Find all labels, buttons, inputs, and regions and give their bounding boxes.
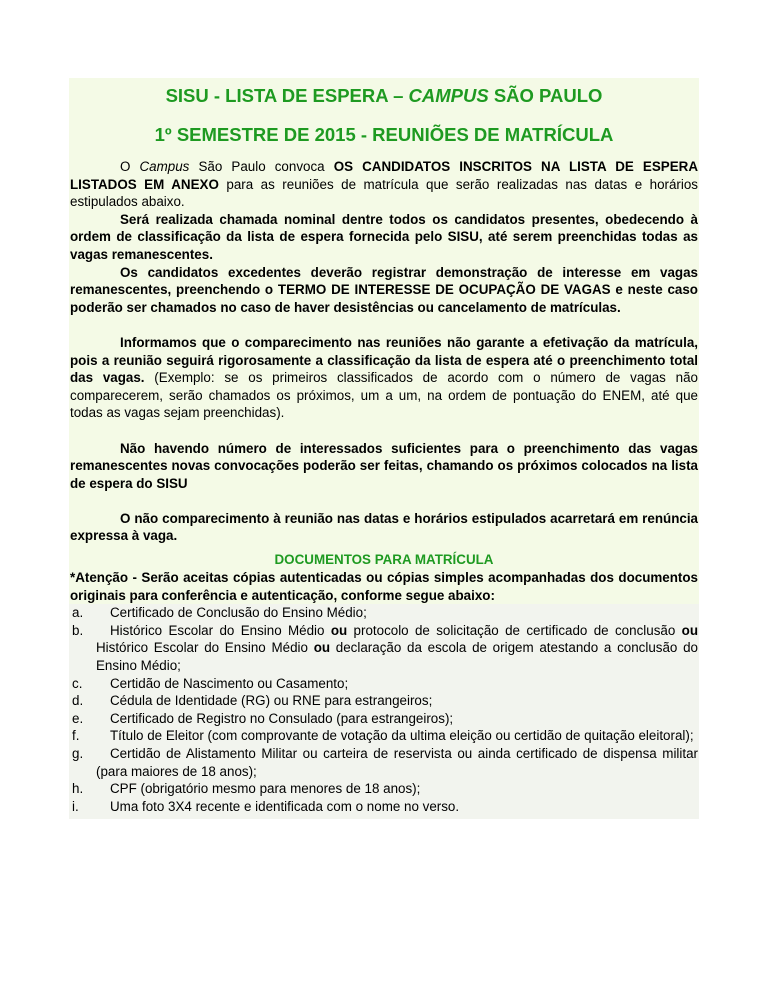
p3-bold: Os candidatos excedentes deverão registrar demonstração de interesse em vagas remanescentes, preenchendo o TERMO DE INTERESSE DE OCUPAÇÃO DE VAGAS e neste caso poderão ser chamados no caso de haver desistências ou cancelamento de matrículas. [70, 264, 698, 315]
list-text: Certidão de Nascimento ou Casamento; [110, 675, 349, 691]
p1-campus: Campus [139, 159, 190, 174]
list-marker: h. [72, 781, 84, 797]
p6-bold: O não comparecimento à reunião nas datas e horários estipulados acarretará em renúncia expressa à vaga. [70, 510, 698, 544]
or-word: ou [313, 640, 331, 656]
intro-paragraph-5 [70, 440, 698, 493]
text-segment: Histórico Escolar do Ensino Médio [96, 640, 314, 656]
p1-c: para as reuniões de matrícula que serão realizadas nas datas e horários estipulados abaixo. [70, 176, 698, 210]
document-page [69, 78, 699, 819]
intro-paragraph-6 [70, 510, 698, 545]
list-text: Cédula de Identidade (RG) ou RNE para estrangeiros; [110, 693, 433, 709]
upper-section [69, 78, 699, 604]
intro-paragraph-2 [70, 211, 698, 264]
list-item [70, 727, 698, 745]
list-item [70, 745, 698, 780]
spacer [70, 422, 698, 440]
list-text: Uma foto 3X4 recente e identificada com o nome no verso. [110, 798, 460, 814]
text-segment: protocolo de solicitação de certificado de conclusão [347, 622, 682, 638]
list-text: Certidão de Alistamento Militar ou carteira de reservista ou ainda certificado de dispensa militar (para maiores de 18 anos); [96, 746, 698, 779]
documents-heading: DOCUMENTOS PARA MATRÍCULA [274, 552, 494, 568]
title-prefix: SISU - LISTA DE ESPERA – [165, 85, 409, 106]
text-segment: declaração da escola de origem atestando a conclusão do Ensino Médio; [96, 640, 698, 674]
documents-list [70, 604, 698, 815]
lower-section [69, 604, 699, 819]
p1-a: O [120, 159, 140, 174]
list-marker: d. [72, 693, 84, 709]
page-title [70, 78, 698, 107]
list-marker: f. [72, 728, 80, 744]
title-italic: CAMPUS [408, 85, 489, 106]
p5-bold: Não havendo número de interessados suficientes para o preenchimento das vagas remanescentes novas convocações poderão ser feitas, chamando os próximos colocados na lista de espera do SISU [70, 440, 698, 491]
title-suffix: SÃO PAULO [488, 85, 603, 106]
list-text: Título de Eleitor (com comprovante de votação da ultima eleição ou certidão de quitação eleitoral); [110, 728, 694, 744]
list-marker: b. [72, 622, 84, 638]
p4-bold: Informamos que o comparecimento nas reuniões não garante a efetivação da matrícula, pois a reunião seguirá rigorosamente a classificação da lista de espera até o preenchimento total das vagas. [70, 334, 698, 386]
list-item [70, 710, 698, 728]
p4-normal: (Exemplo: se os primeiros classificados de acordo com o número de vagas não comparecerem, serão chamados os próximos, um a um, na ordem de pontuação do ENEM, até que todas as vagas sejam preenchidas). [70, 370, 698, 421]
list-text [96, 622, 698, 675]
text-segment: Histórico Escolar do Ensino Médio [110, 622, 331, 638]
p1-bold: OS CANDIDATOS INSCRITOS NA LISTA DE ESPERA LISTADOS EM ANEXO [70, 159, 698, 192]
list-marker: c. [72, 675, 83, 691]
list-text: CPF (obrigatório mesmo para menores de 18 anos); [110, 781, 421, 797]
spacer [70, 316, 698, 334]
intro-paragraph-1 [70, 158, 698, 211]
list-item [70, 692, 698, 710]
list-marker: g. [72, 746, 84, 761]
list-item [70, 798, 698, 816]
or-word: ou [330, 622, 348, 638]
list-marker: e. [72, 710, 84, 726]
spacer [70, 492, 698, 510]
list-item [70, 604, 698, 622]
intro-paragraph-4 [70, 334, 698, 422]
intro-paragraph-3 [70, 264, 698, 317]
list-text: Certificado de Conclusão do Ensino Médio; [110, 605, 367, 621]
list-item [70, 780, 698, 798]
page-subtitle: 1º SEMESTRE DE 2015 - REUNIÕES DE MATRÍCULA [154, 124, 614, 145]
attention-note: *Atenção - Serão aceitas cópias autenticadas ou cópias simples acompanhadas dos documentos originais para conferência e autenticação, conforme segue abaixo: [70, 570, 698, 603]
list-item [70, 622, 698, 675]
p2-bold: Será realizada chamada nominal dentre todos os candidatos presentes, obedecendo à ordem de classificação da lista de espera fornecida pelo SISU, até serem preenchidas todas as vagas remanescentes. [70, 211, 698, 262]
list-marker: a. [72, 605, 84, 621]
or-word: ou [681, 622, 698, 638]
p1-b: São Paulo convoca [189, 159, 334, 174]
list-item [70, 675, 698, 693]
list-text: Certificado de Registro no Consulado (para estrangeiros); [110, 710, 454, 726]
list-marker: i. [72, 798, 79, 814]
